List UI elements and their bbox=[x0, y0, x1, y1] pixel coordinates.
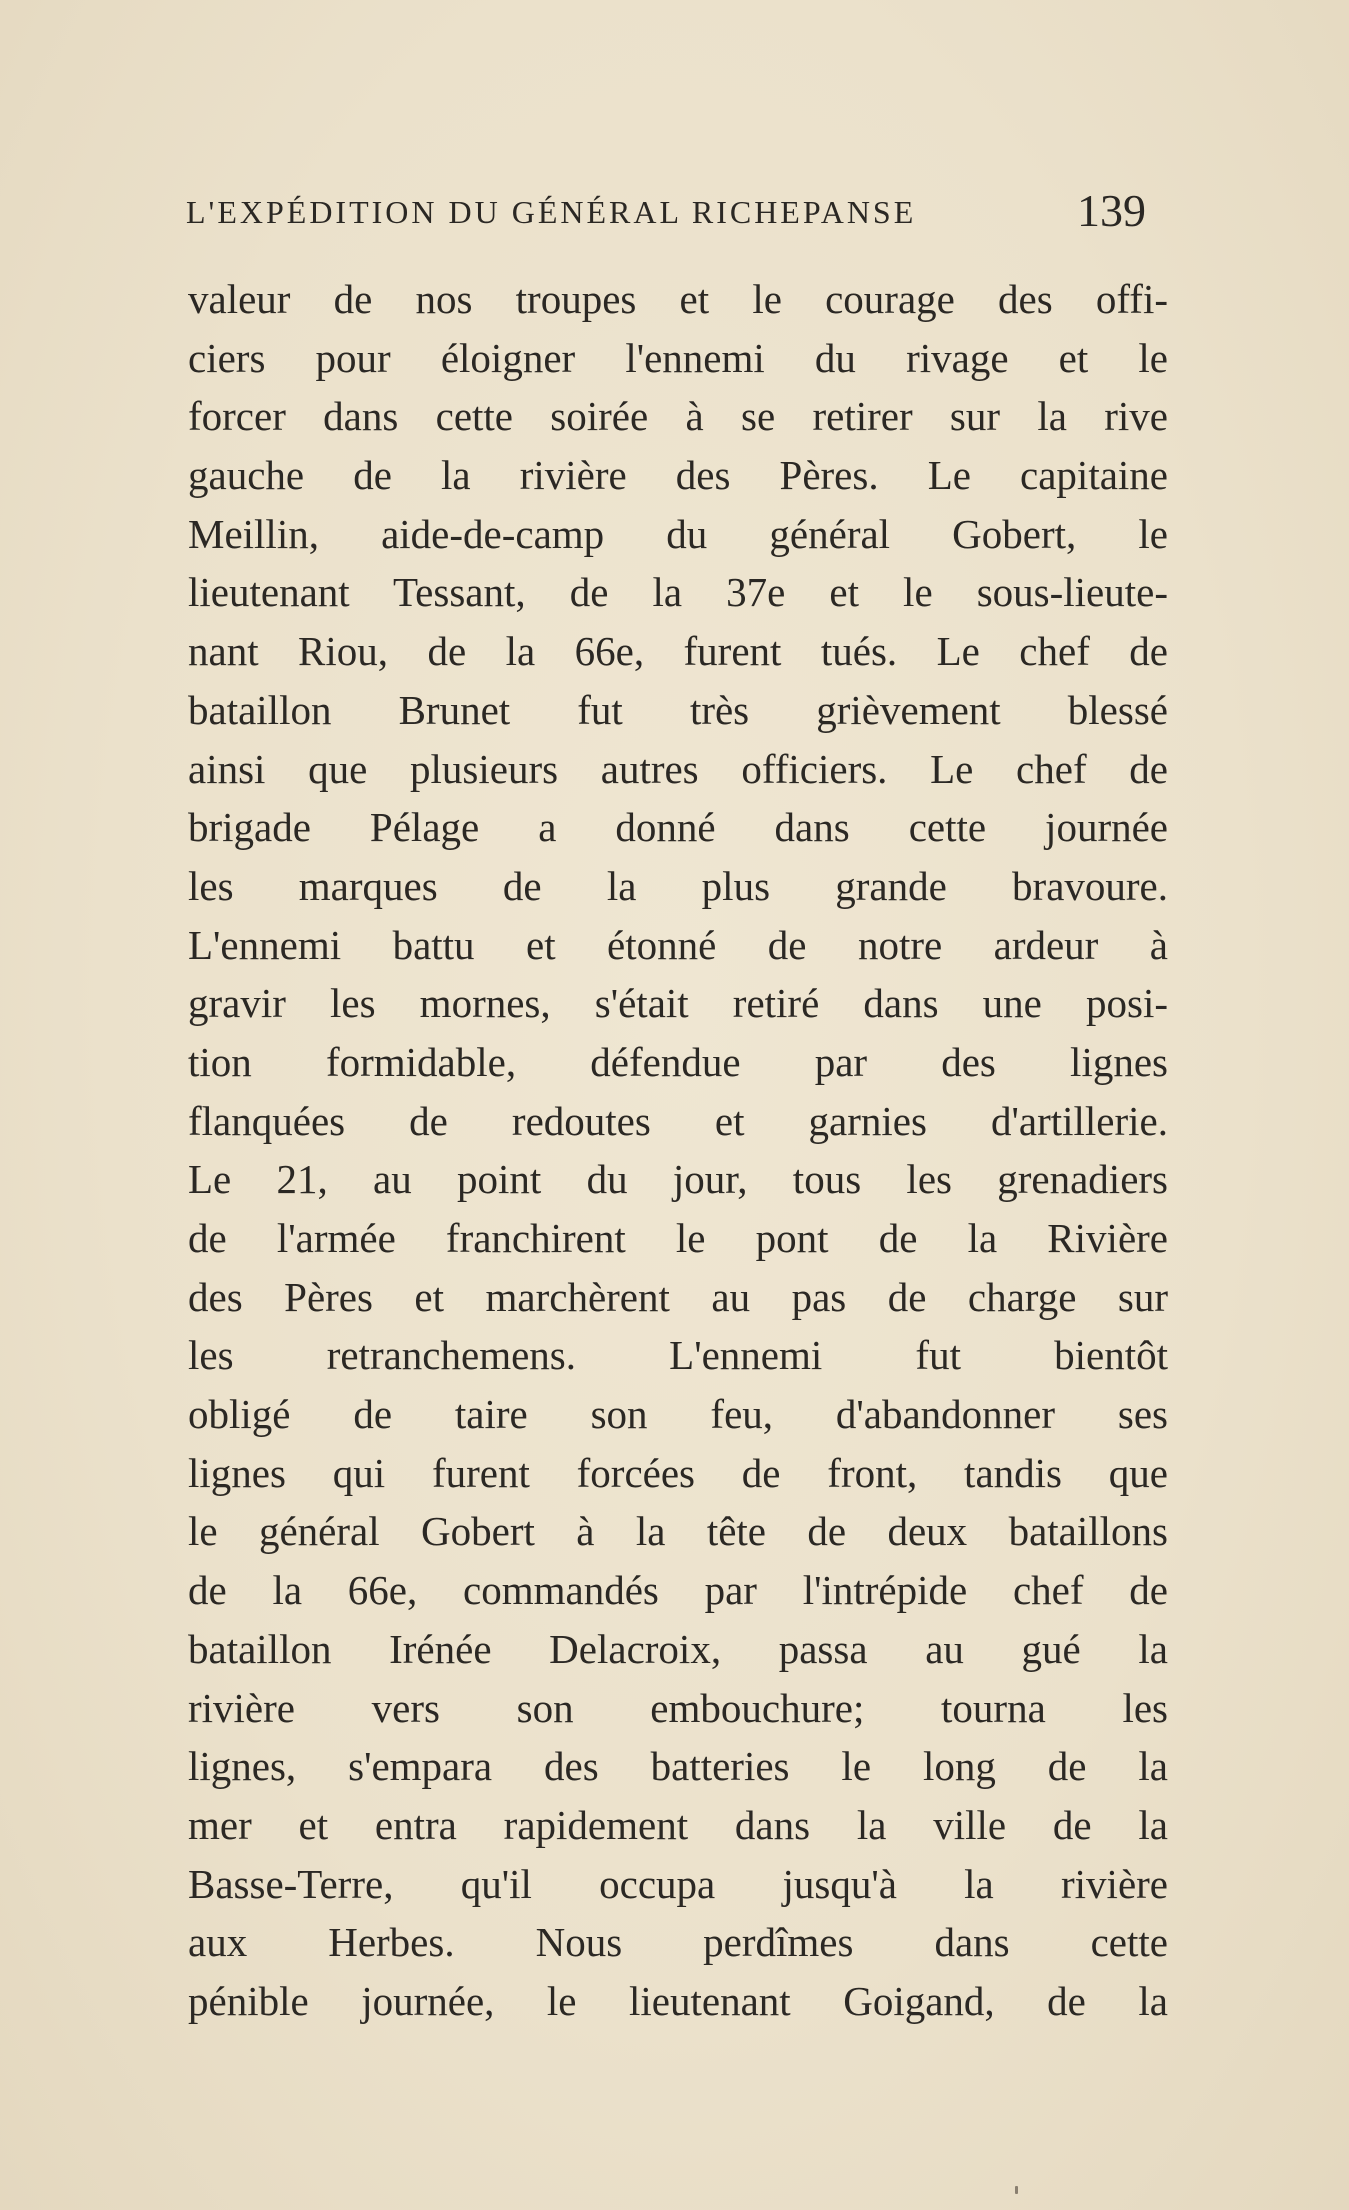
text-line: Le 21, au point du jour, tous les grenadiers bbox=[188, 1156, 1168, 1203]
text-line: rivière vers son embouchure; tourna les bbox=[188, 1684, 1168, 1731]
text-line: ainsi que plusieurs autres officiers. Le chef de bbox=[188, 745, 1168, 792]
text-line: bataillon Irénée Delacroix, passa au gué la bbox=[188, 1625, 1168, 1672]
text-line: lignes qui furent forcées de front, tandis que bbox=[188, 1449, 1168, 1496]
text-line: aux Herbes. Nous perdîmes dans cette bbox=[188, 1919, 1168, 1966]
paper-speck bbox=[1015, 2186, 1018, 2194]
running-title: L'EXPÉDITION DU GÉNÉRAL RICHEPANSE bbox=[186, 194, 917, 230]
text-line: pénible journée, le lieutenant Goigand, de la bbox=[188, 1977, 1168, 2024]
text-line: ciers pour éloigner l'ennemi du rivage et le bbox=[188, 334, 1168, 381]
text-line: de la 66e, commandés par l'intrépide chef de bbox=[188, 1567, 1168, 1614]
text-line: nant Riou, de la 66e, furent tués. Le chef de bbox=[188, 628, 1168, 675]
body-text bbox=[188, 270, 1168, 2031]
text-line: valeur de nos troupes et le courage des offi- bbox=[188, 276, 1168, 322]
text-line: les marques de la plus grande bravoure. bbox=[188, 862, 1168, 909]
text-line: des Pères et marchèrent au pas de charge sur bbox=[188, 1273, 1168, 1320]
text-line: le général Gobert à la tête de deux bataillons bbox=[188, 1508, 1168, 1555]
text-line: tion formidable, défendue par des lignes bbox=[188, 1038, 1168, 1085]
text-line: bataillon Brunet fut très grièvement blessé bbox=[188, 686, 1168, 733]
text-line: de l'armée franchirent le pont de la Rivière bbox=[188, 1215, 1168, 1261]
text-line: L'ennemi battu et étonné de notre ardeur à bbox=[188, 921, 1168, 968]
text-line: mer et entra rapidement dans la ville de la bbox=[188, 1801, 1168, 1848]
text-line: les retranchemens. L'ennemi fut bientôt bbox=[188, 1332, 1168, 1379]
text-line: Basse-Terre, qu'il occupa jusqu'à la rivière bbox=[188, 1860, 1168, 1907]
text-line: obligé de taire son feu, d'abandonner ses bbox=[188, 1391, 1168, 1438]
text-line: lieutenant Tessant, de la 37e et le sous-lieute- bbox=[188, 569, 1168, 616]
text-line: flanquées de redoutes et garnies d'artillerie. bbox=[188, 1097, 1168, 1144]
running-head bbox=[186, 180, 1146, 240]
text-line: Meillin, aide-de-camp du général Gobert, le bbox=[188, 510, 1168, 557]
text-line: gauche de la rivière des Pères. Le capitaine bbox=[188, 452, 1168, 499]
page-number: 139 bbox=[1077, 185, 1146, 236]
text-line: gravir les mornes, s'était retiré dans une posi- bbox=[188, 980, 1168, 1027]
text-line: brigade Pélage a donné dans cette journée bbox=[188, 804, 1168, 851]
text-line: lignes, s'empara des batteries le long de la bbox=[188, 1743, 1168, 1790]
text-line: forcer dans cette soirée à se retirer sur la rive bbox=[188, 393, 1168, 440]
